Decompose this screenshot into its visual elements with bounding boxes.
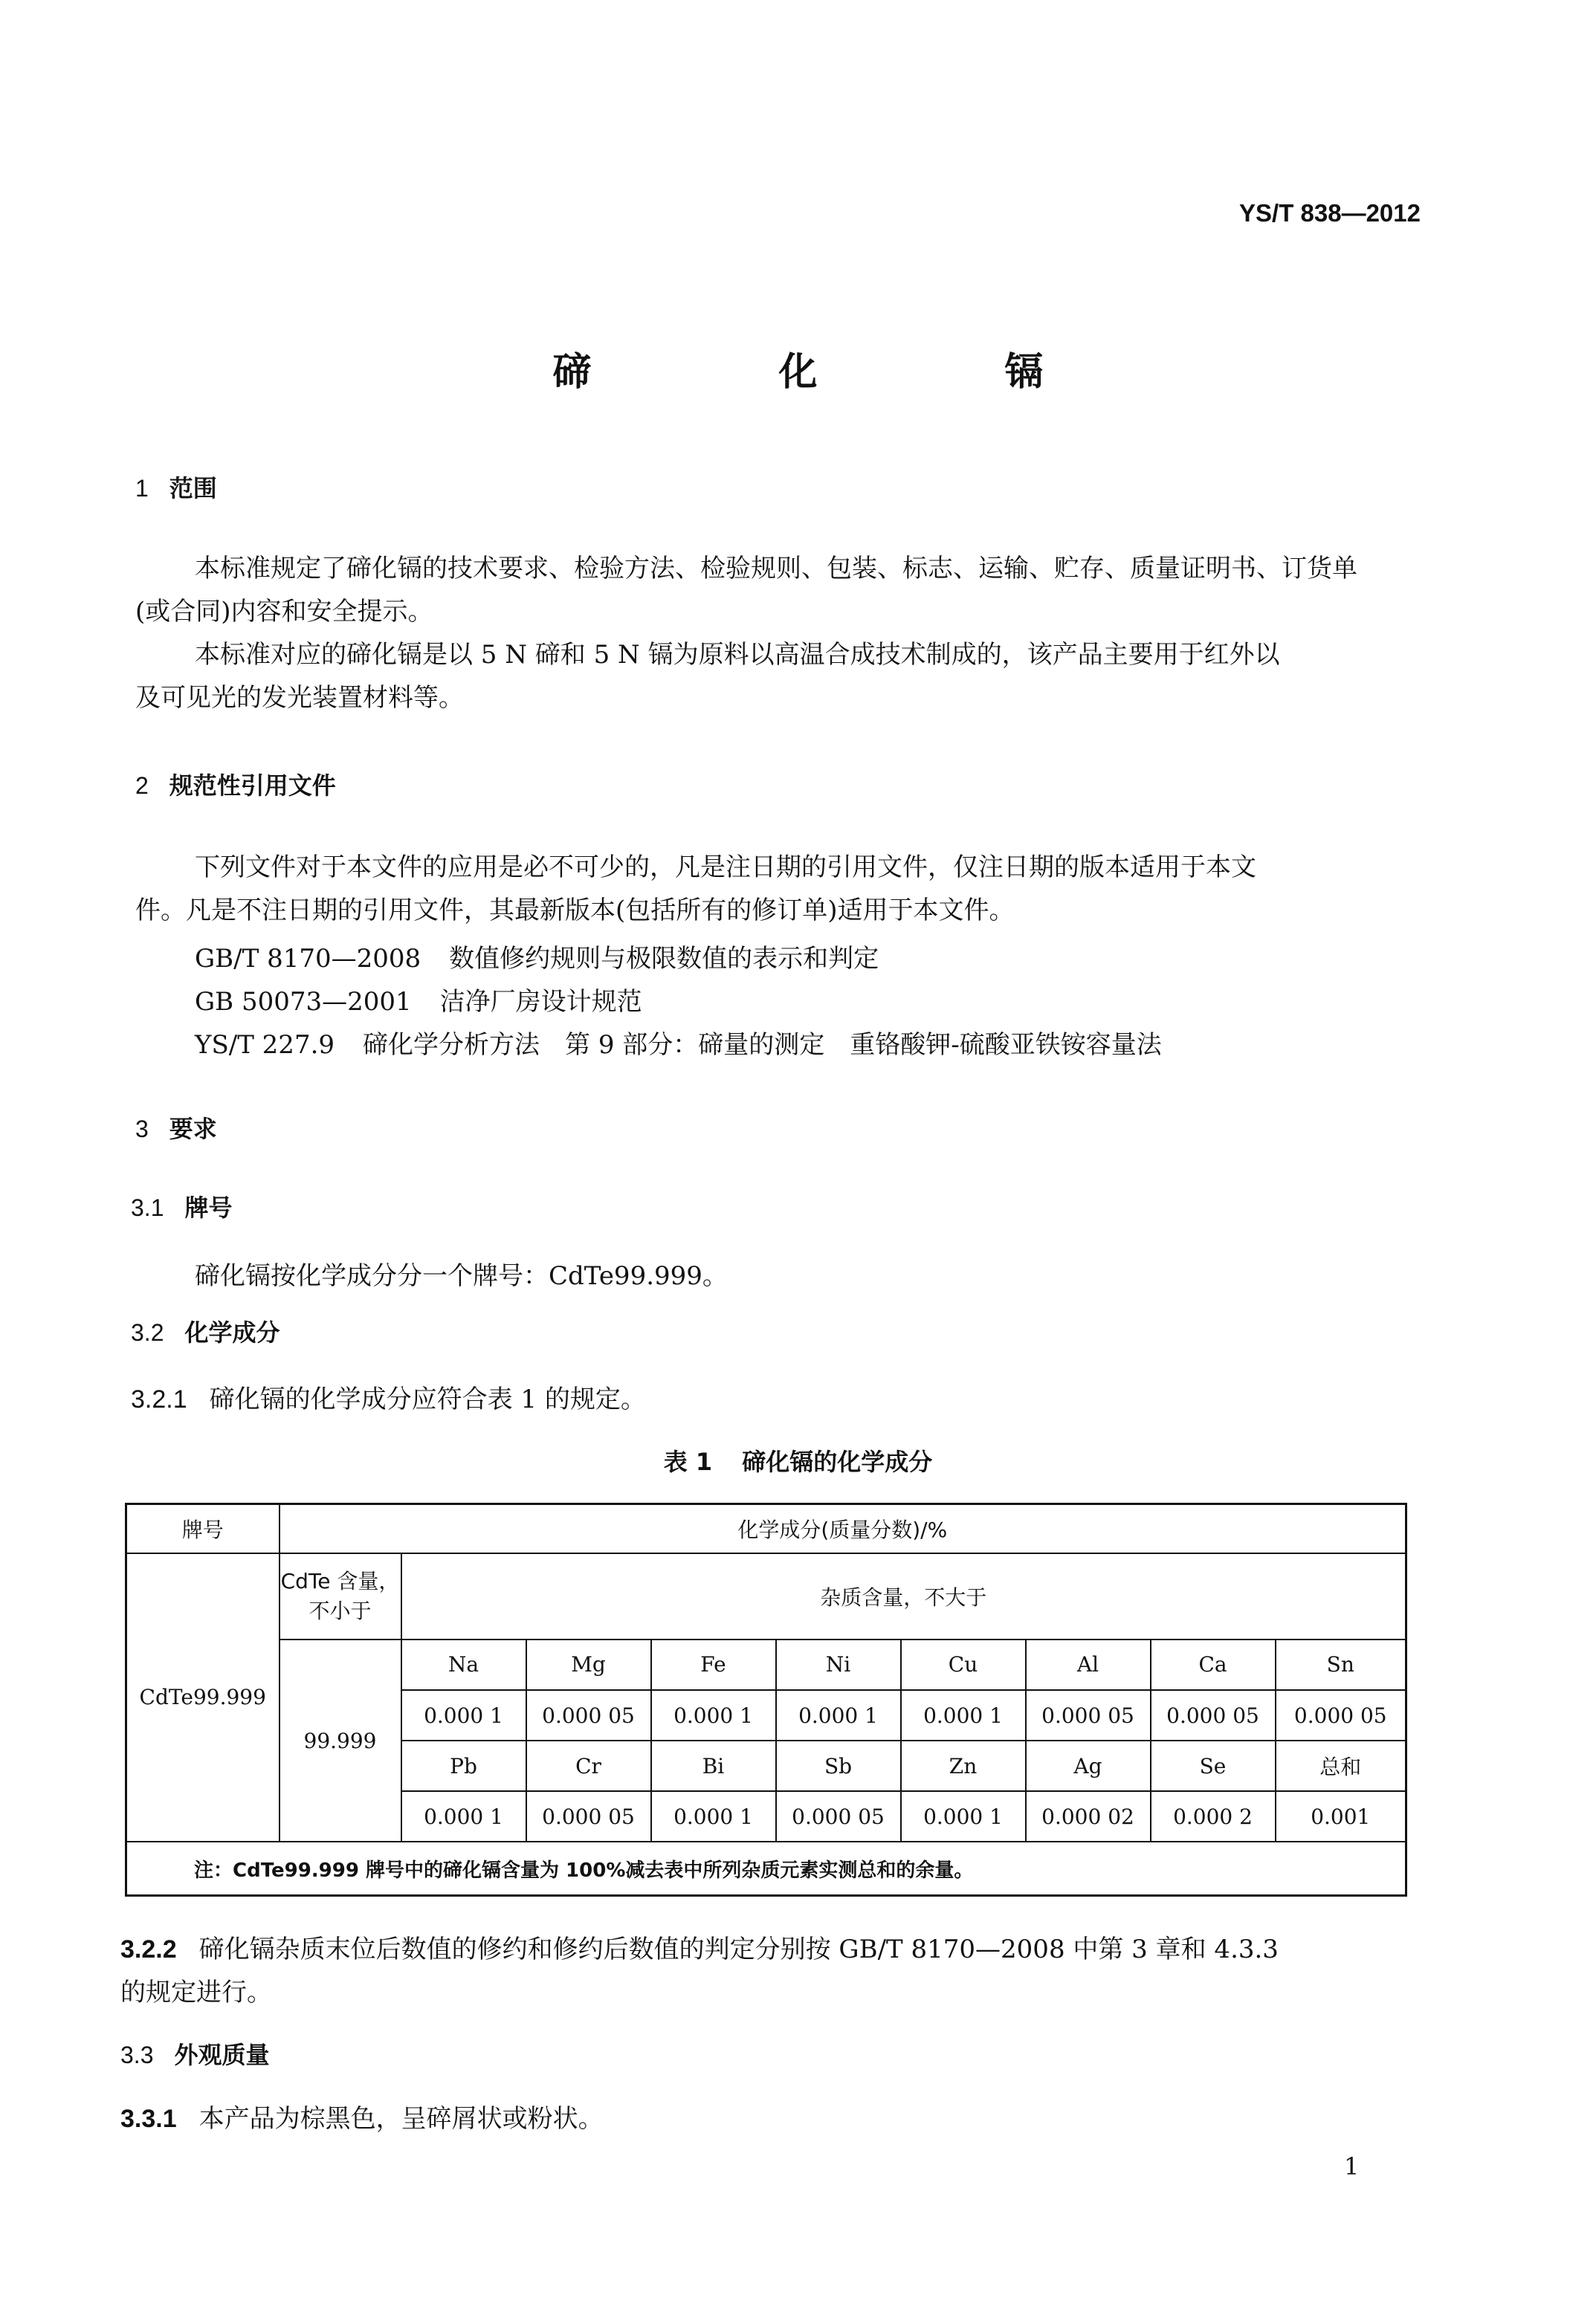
paragraph-line: 下列文件对于本文件的应用是必不可少的，凡是注日期的引用文件，仅注日期的版本适用于本文 bbox=[195, 852, 1256, 882]
value-cell: 0.000 02 bbox=[1026, 1791, 1151, 1842]
paragraph-line: 及可见光的发光装置材料等。 bbox=[135, 683, 464, 713]
value-cell: 0.000 1 bbox=[901, 1791, 1026, 1842]
value-cell: 0.000 1 bbox=[401, 1791, 526, 1842]
section-title: 要求 bbox=[169, 1115, 217, 1143]
reference-code: GB/T 8170—2008 bbox=[195, 944, 421, 974]
section-3-2-heading bbox=[131, 1314, 280, 1348]
cdte-header-line: CdTe 含量， bbox=[280, 1568, 400, 1593]
paragraph-line: (或合同)内容和安全提示。 bbox=[135, 597, 433, 627]
table-caption-text: 碲化镉的化学成分 bbox=[742, 1448, 933, 1476]
section-2-heading bbox=[135, 767, 336, 801]
paragraph-line: 本标准对应的碲化镉是以 5 N 碲和 5 N 镉为原料以高温合成技术制成的，该产品主要用于红外以 bbox=[195, 640, 1280, 670]
clause-3-3-1 bbox=[120, 2097, 604, 2140]
clause-text: 碲化镉的化学成分应符合表 1 的规定。 bbox=[209, 1385, 646, 1414]
reference-title: 数值修约规则与极限数值的表示和判定 bbox=[449, 944, 879, 974]
table-caption bbox=[0, 1443, 1596, 1477]
value-cell: 0.000 05 bbox=[1151, 1690, 1276, 1741]
chem-composition-header: 化学成分(质量分数)/% bbox=[280, 1504, 1406, 1553]
element-cell: Cr bbox=[526, 1741, 651, 1791]
reference-title: 洁净厂房设计规范 bbox=[439, 987, 642, 1017]
value-cell: 0.000 05 bbox=[526, 1690, 651, 1741]
reference-title: 碲化学分析方法 第 9 部分：碲量的测定 重铬酸钾-硫酸亚铁铵容量法 bbox=[363, 1030, 1162, 1060]
value-cell: 0.000 1 bbox=[776, 1690, 901, 1741]
section-title: 牌号 bbox=[184, 1194, 233, 1222]
reference-code: GB 50073—2001 bbox=[195, 987, 412, 1017]
section-number: 3.3 bbox=[120, 2042, 154, 2068]
element-cell: Mg bbox=[526, 1640, 651, 1690]
reference-item bbox=[195, 1024, 1162, 1061]
document-title: 碲 化 镉 bbox=[552, 350, 1118, 395]
page-number: 1 bbox=[1344, 2152, 1360, 2181]
element-cell: Fe bbox=[651, 1640, 776, 1690]
section-number: 2 bbox=[135, 772, 149, 799]
section-number: 3.2 bbox=[131, 1319, 164, 1346]
section-3-heading bbox=[135, 1110, 217, 1145]
paragraph-line: 件。凡是不注日期的引用文件，其最新版本(包括所有的修订单)适用于本文件。 bbox=[135, 896, 1015, 925]
cdte-content-header bbox=[280, 1553, 401, 1640]
element-cell: Na bbox=[401, 1640, 526, 1690]
value-cell: 0.000 05 bbox=[1276, 1690, 1406, 1741]
element-cell: Ca bbox=[1151, 1640, 1276, 1690]
value-cell: 0.000 2 bbox=[1151, 1791, 1276, 1842]
section-title: 化学成分 bbox=[184, 1318, 280, 1347]
impurity-header: 杂质含量，不大于 bbox=[401, 1553, 1406, 1640]
section-3-3-heading bbox=[120, 2036, 270, 2071]
section-number: 1 bbox=[135, 475, 149, 502]
value-cell: 0.000 1 bbox=[901, 1690, 1026, 1741]
value-cell: 0.000 05 bbox=[1026, 1690, 1151, 1741]
section-1-heading bbox=[135, 470, 217, 504]
brand-cell: CdTe99.999 bbox=[126, 1553, 280, 1842]
section-3-1-heading bbox=[131, 1189, 233, 1223]
paragraph-line: 碲化镉按化学成分分一个牌号：CdTe99.999。 bbox=[195, 1261, 728, 1291]
cdte-value-cell: 99.999 bbox=[280, 1640, 401, 1842]
reference-item bbox=[195, 938, 879, 974]
clause-number: 3.2.2 bbox=[120, 1935, 177, 1964]
value-cell: 0.000 1 bbox=[651, 1690, 776, 1741]
value-cell: 0.000 05 bbox=[776, 1791, 901, 1842]
document-code: YS/T 838—2012 bbox=[1239, 199, 1421, 227]
clause-text: 本产品为棕黑色，呈碎屑状或粉状。 bbox=[198, 2104, 604, 2134]
paragraph-line: 本标准规定了碲化镉的技术要求、检验方法、检验规则、包装、标志、运输、贮存、质量证明书、订货单 bbox=[195, 554, 1357, 583]
element-cell: Ni bbox=[776, 1640, 901, 1690]
value-cell: 0.001 bbox=[1276, 1791, 1406, 1842]
element-cell: Bi bbox=[651, 1741, 776, 1791]
clause-text: 碲化镉杂质末位后数值的修约和修约后数值的判定分别按 GB/T 8170—2008 中第 3 章和 4.3.3 bbox=[198, 1935, 1279, 1964]
element-cell: Pb bbox=[401, 1741, 526, 1791]
element-cell: Al bbox=[1026, 1640, 1151, 1690]
section-title: 范围 bbox=[169, 474, 217, 502]
clause-number: 3.2.1 bbox=[131, 1385, 187, 1414]
element-cell: 总和 bbox=[1276, 1741, 1406, 1791]
clause-number: 3.3.1 bbox=[120, 2105, 177, 2133]
element-cell: Cu bbox=[901, 1640, 1026, 1690]
clause-3-2-2-line2: 的规定进行。 bbox=[120, 1978, 272, 2007]
table-note: 注：CdTe99.999 牌号中的碲化镉含量为 100%减去表中所列杂质元素实测总和的余量。 bbox=[126, 1842, 1406, 1895]
value-cell: 0.000 05 bbox=[526, 1791, 651, 1842]
reference-item bbox=[195, 981, 642, 1017]
clause-3-2-2-line1 bbox=[120, 1928, 1279, 1971]
cdte-header-line: 不小于 bbox=[308, 1598, 372, 1623]
section-number: 3.1 bbox=[131, 1194, 164, 1221]
section-title: 规范性引用文件 bbox=[169, 771, 336, 800]
element-cell: Zn bbox=[901, 1741, 1026, 1791]
clause-3-2-1 bbox=[131, 1378, 646, 1421]
reference-code: YS/T 227.9 bbox=[195, 1030, 335, 1060]
element-cell: Sb bbox=[776, 1741, 901, 1791]
element-cell: Se bbox=[1151, 1741, 1276, 1791]
value-cell: 0.000 1 bbox=[651, 1791, 776, 1842]
section-title: 外观质量 bbox=[174, 2041, 270, 2069]
element-cell: Sn bbox=[1276, 1640, 1406, 1690]
brand-header: 牌号 bbox=[126, 1504, 280, 1553]
section-number: 3 bbox=[135, 1116, 149, 1142]
chemical-composition-table bbox=[125, 1503, 1407, 1897]
element-cell: Ag bbox=[1026, 1741, 1151, 1791]
table-number: 表 1 bbox=[663, 1448, 713, 1476]
value-cell: 0.000 1 bbox=[401, 1690, 526, 1741]
